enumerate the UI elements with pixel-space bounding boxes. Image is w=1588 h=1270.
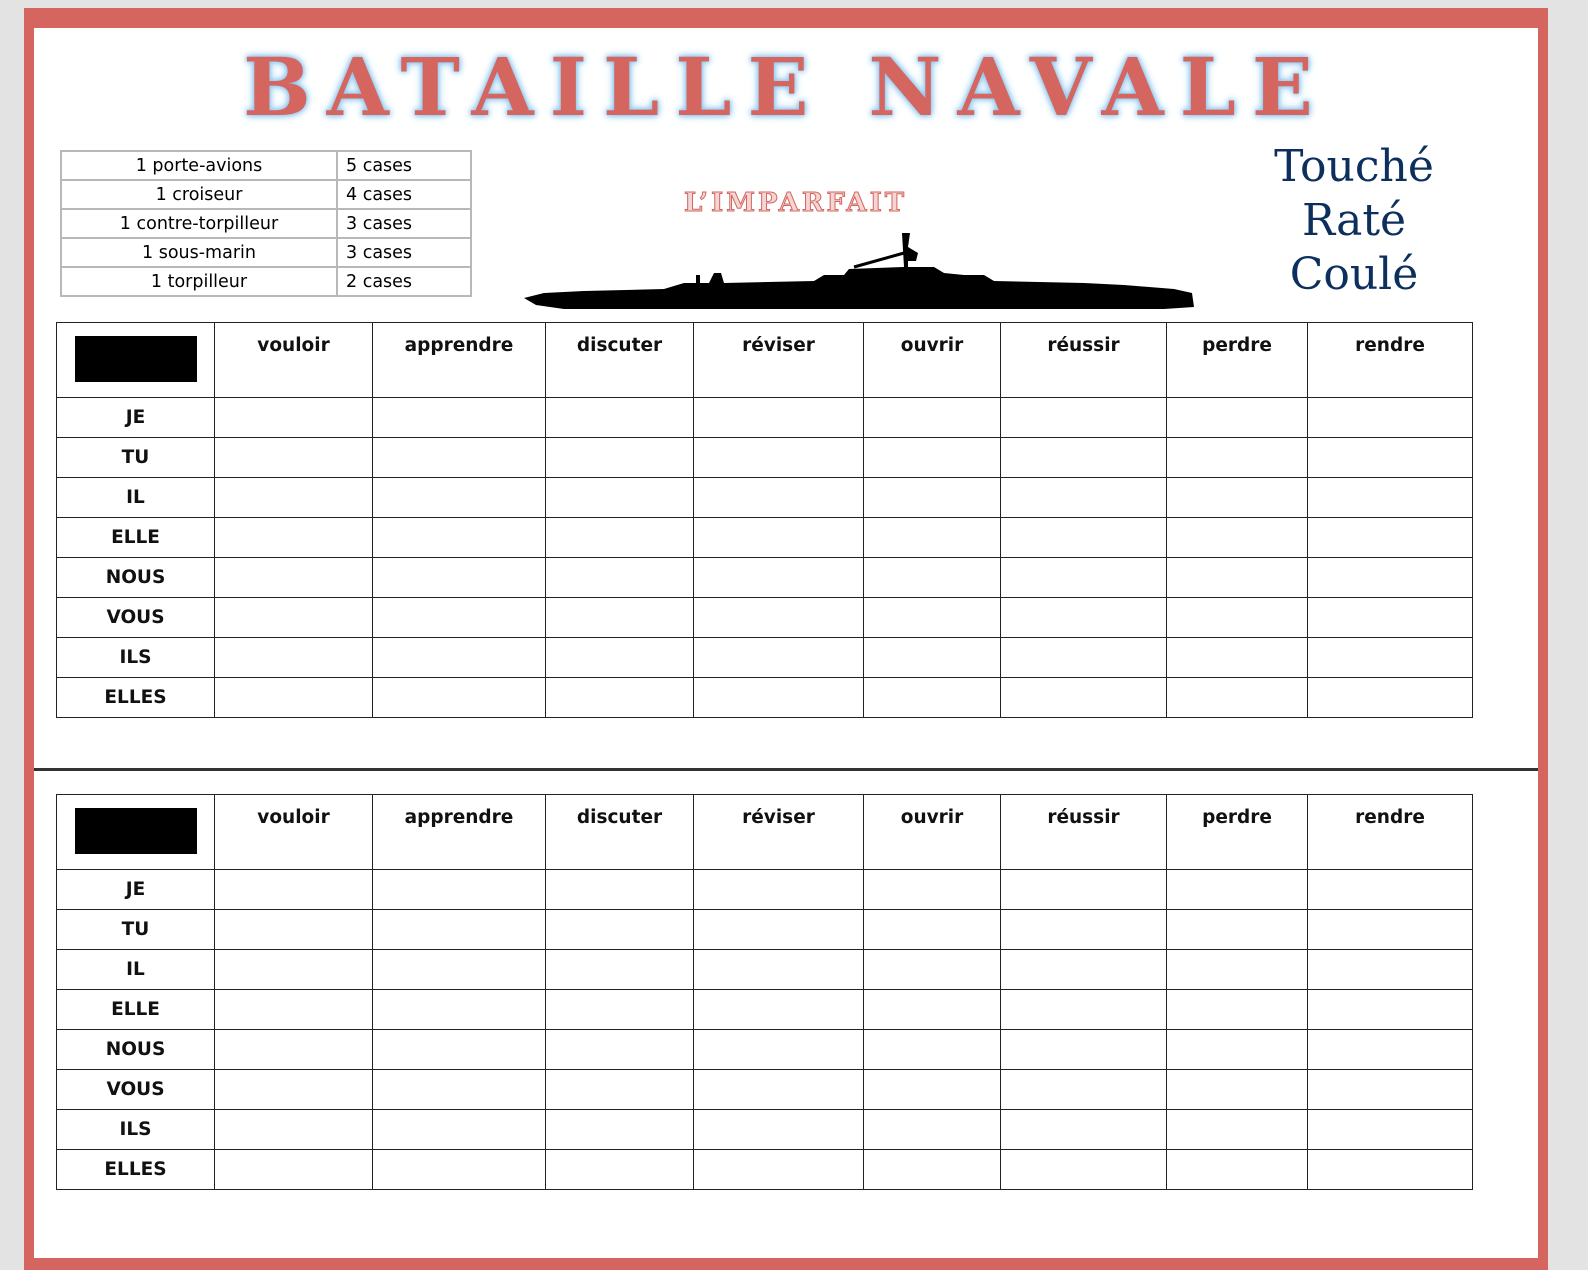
answer-cell[interactable] <box>546 518 694 558</box>
answer-cell[interactable] <box>1001 1110 1167 1150</box>
answer-cell[interactable] <box>546 1150 694 1190</box>
answer-cell[interactable] <box>1001 558 1167 598</box>
answer-cell[interactable] <box>373 990 546 1030</box>
answer-cell[interactable] <box>1167 1110 1308 1150</box>
answer-cell[interactable] <box>1167 950 1308 990</box>
answer-cell[interactable] <box>694 438 864 478</box>
answer-cell[interactable] <box>864 1110 1001 1150</box>
answer-cell[interactable] <box>1167 990 1308 1030</box>
verb-header: rendre <box>1308 323 1473 398</box>
pronoun-label: ELLE <box>57 990 215 1030</box>
answer-cell[interactable] <box>864 870 1001 910</box>
answer-cell[interactable] <box>1308 950 1473 990</box>
ship-row <box>61 151 471 180</box>
answer-cell[interactable] <box>1001 478 1167 518</box>
answer-cell[interactable] <box>546 1070 694 1110</box>
pronoun-row <box>57 558 1473 598</box>
answer-cell[interactable] <box>1308 870 1473 910</box>
answer-cell[interactable] <box>694 950 864 990</box>
verb-header: réussir <box>1001 795 1167 870</box>
answer-cell[interactable] <box>373 678 546 718</box>
answer-cell[interactable] <box>373 518 546 558</box>
answer-cell[interactable] <box>1001 678 1167 718</box>
answer-cell[interactable] <box>864 398 1001 438</box>
answer-cell[interactable] <box>373 558 546 598</box>
answer-cell[interactable] <box>694 1150 864 1190</box>
answer-cell[interactable] <box>864 558 1001 598</box>
verb-header: réussir <box>1001 323 1167 398</box>
pronoun-label: TU <box>57 438 215 478</box>
answer-cell[interactable] <box>373 950 546 990</box>
answer-cell[interactable] <box>1308 478 1473 518</box>
header-row <box>57 795 1473 870</box>
answer-cell[interactable] <box>1308 398 1473 438</box>
answer-cell[interactable] <box>1001 1030 1167 1070</box>
pronoun-row <box>57 678 1473 718</box>
answer-cell[interactable] <box>1001 1070 1167 1110</box>
subtitle-tense: L’IMPARFAIT <box>684 188 908 218</box>
answer-cell[interactable] <box>694 910 864 950</box>
answer-cell[interactable] <box>1001 950 1167 990</box>
answer-cell[interactable] <box>694 558 864 598</box>
verb-header: ouvrir <box>864 323 1001 398</box>
answer-cell[interactable] <box>546 598 694 638</box>
answer-cell[interactable] <box>1308 558 1473 598</box>
answer-cell[interactable] <box>373 638 546 678</box>
ship-name: 1 torpilleur <box>61 267 337 296</box>
answer-cell[interactable] <box>1001 598 1167 638</box>
verb-header: rendre <box>1308 795 1473 870</box>
answer-cell[interactable] <box>215 990 373 1030</box>
answer-cell[interactable] <box>1001 910 1167 950</box>
ship-size: 3 cases <box>337 238 471 267</box>
answer-cell[interactable] <box>546 398 694 438</box>
verb-header: apprendre <box>373 795 546 870</box>
answer-cell[interactable] <box>215 950 373 990</box>
ship-size: 3 cases <box>337 209 471 238</box>
conjugation-grid-2 <box>56 794 1473 1190</box>
answer-cell[interactable] <box>1167 1030 1308 1070</box>
answer-cell[interactable] <box>546 558 694 598</box>
pronoun-label: NOUS <box>57 558 215 598</box>
answer-cell[interactable] <box>373 910 546 950</box>
pronoun-label: JE <box>57 870 215 910</box>
pronoun-label: ILS <box>57 1110 215 1150</box>
answer-cell[interactable] <box>694 990 864 1030</box>
answer-cell[interactable] <box>373 1150 546 1190</box>
answer-cell[interactable] <box>215 1070 373 1110</box>
verb-header: vouloir <box>215 323 373 398</box>
answer-cell[interactable] <box>1167 870 1308 910</box>
page-divider <box>34 768 1538 771</box>
slogan-rate: Raté <box>1301 195 1407 246</box>
answer-cell[interactable] <box>1308 678 1473 718</box>
answer-cell[interactable] <box>1001 438 1167 478</box>
answer-cell[interactable] <box>1308 910 1473 950</box>
answer-cell[interactable] <box>694 398 864 438</box>
ship-name: 1 croiseur <box>61 180 337 209</box>
worksheet-border <box>24 8 1548 1270</box>
answer-cell[interactable] <box>215 398 373 438</box>
verb-header: discuter <box>546 323 694 398</box>
pronoun-label: NOUS <box>57 1030 215 1070</box>
answer-cell[interactable] <box>215 478 373 518</box>
answer-cell[interactable] <box>546 870 694 910</box>
ship-name: 1 contre-torpilleur <box>61 209 337 238</box>
answer-cell[interactable] <box>546 1110 694 1150</box>
pronoun-row <box>57 990 1473 1030</box>
answer-cell[interactable] <box>864 990 1001 1030</box>
answer-cell[interactable] <box>1001 870 1167 910</box>
answer-cell[interactable] <box>373 438 546 478</box>
pronoun-row <box>57 518 1473 558</box>
answer-cell[interactable] <box>864 1030 1001 1070</box>
answer-cell[interactable] <box>1167 1150 1308 1190</box>
verb-header: perdre <box>1167 795 1308 870</box>
answer-cell[interactable] <box>1167 478 1308 518</box>
ship-row <box>61 180 471 209</box>
answer-cell[interactable] <box>694 1070 864 1110</box>
answer-cell[interactable] <box>546 990 694 1030</box>
pronoun-label: IL <box>57 478 215 518</box>
verb-header: réviser <box>694 323 864 398</box>
answer-cell[interactable] <box>1308 1030 1473 1070</box>
answer-cell[interactable] <box>864 638 1001 678</box>
answer-cell[interactable] <box>546 638 694 678</box>
answer-cell[interactable] <box>694 1110 864 1150</box>
answer-cell[interactable] <box>694 478 864 518</box>
ship-name: 1 sous-marin <box>61 238 337 267</box>
answer-cell[interactable] <box>694 678 864 718</box>
answer-cell[interactable] <box>694 518 864 558</box>
verb-header: perdre <box>1167 323 1308 398</box>
answer-cell[interactable] <box>373 1030 546 1070</box>
answer-cell[interactable] <box>864 1150 1001 1190</box>
answer-cell[interactable] <box>864 518 1001 558</box>
verb-header: vouloir <box>215 795 373 870</box>
slogan <box>1229 140 1479 302</box>
answer-cell[interactable] <box>215 638 373 678</box>
pronoun-label: JE <box>57 398 215 438</box>
pronoun-label: ELLE <box>57 518 215 558</box>
conjugation-grid-1 <box>56 322 1473 718</box>
pronoun-label: VOUS <box>57 598 215 638</box>
pronoun-row <box>57 478 1473 518</box>
corner-cell <box>57 323 215 398</box>
answer-cell[interactable] <box>1308 1110 1473 1150</box>
warship-silhouette-icon <box>524 233 1194 313</box>
ship-row <box>61 209 471 238</box>
answer-cell[interactable] <box>215 438 373 478</box>
answer-cell[interactable] <box>215 558 373 598</box>
answer-cell[interactable] <box>373 478 546 518</box>
answer-cell[interactable] <box>1167 1070 1308 1110</box>
pronoun-row <box>57 398 1473 438</box>
answer-cell[interactable] <box>546 950 694 990</box>
answer-cell[interactable] <box>1167 438 1308 478</box>
answer-cell[interactable] <box>215 1030 373 1070</box>
answer-cell[interactable] <box>373 870 546 910</box>
answer-cell[interactable] <box>546 438 694 478</box>
answer-cell[interactable] <box>1167 598 1308 638</box>
verb-header: discuter <box>546 795 694 870</box>
answer-cell[interactable] <box>546 478 694 518</box>
ship-size: 5 cases <box>337 151 471 180</box>
verb-header: ouvrir <box>864 795 1001 870</box>
pronoun-row <box>57 1070 1473 1110</box>
pronoun-row <box>57 870 1473 910</box>
pronoun-row <box>57 1030 1473 1070</box>
answer-cell[interactable] <box>215 910 373 950</box>
answer-cell[interactable] <box>1308 518 1473 558</box>
answer-cell[interactable] <box>1001 518 1167 558</box>
answer-cell[interactable] <box>864 598 1001 638</box>
answer-cell[interactable] <box>1001 398 1167 438</box>
answer-cell[interactable] <box>1308 1150 1473 1190</box>
pronoun-row <box>57 950 1473 990</box>
answer-cell[interactable] <box>1001 1150 1167 1190</box>
header-row <box>57 323 1473 398</box>
answer-cell[interactable] <box>1167 678 1308 718</box>
ships-table <box>60 150 472 297</box>
answer-cell[interactable] <box>694 638 864 678</box>
answer-cell[interactable] <box>864 478 1001 518</box>
answer-cell[interactable] <box>1001 990 1167 1030</box>
pronoun-row <box>57 638 1473 678</box>
answer-cell[interactable] <box>215 598 373 638</box>
pronoun-label: IL <box>57 950 215 990</box>
answer-cell[interactable] <box>1308 1070 1473 1110</box>
redacted-box <box>75 808 197 854</box>
slogan-touche: Touché <box>1274 141 1434 192</box>
answer-cell[interactable] <box>215 870 373 910</box>
slogan-coule: Coulé <box>1289 249 1419 300</box>
answer-cell[interactable] <box>694 870 864 910</box>
verb-header: réviser <box>694 795 864 870</box>
pronoun-row <box>57 598 1473 638</box>
answer-cell[interactable] <box>373 1070 546 1110</box>
ship-row <box>61 267 471 296</box>
answer-cell[interactable] <box>373 398 546 438</box>
answer-cell[interactable] <box>864 678 1001 718</box>
answer-cell[interactable] <box>1167 398 1308 438</box>
answer-cell[interactable] <box>1167 638 1308 678</box>
answer-cell[interactable] <box>546 1030 694 1070</box>
answer-cell[interactable] <box>215 518 373 558</box>
answer-cell[interactable] <box>864 1070 1001 1110</box>
answer-cell[interactable] <box>694 1030 864 1070</box>
ship-size: 4 cases <box>337 180 471 209</box>
answer-cell[interactable] <box>694 598 864 638</box>
pronoun-row <box>57 1150 1473 1190</box>
answer-cell[interactable] <box>373 598 546 638</box>
pronoun-row <box>57 910 1473 950</box>
answer-cell[interactable] <box>215 1150 373 1190</box>
answer-cell[interactable] <box>1308 638 1473 678</box>
answer-cell[interactable] <box>1308 598 1473 638</box>
worksheet-page <box>34 28 1538 1258</box>
answer-cell[interactable] <box>1167 910 1308 950</box>
pronoun-row <box>57 438 1473 478</box>
answer-cell[interactable] <box>864 910 1001 950</box>
answer-cell[interactable] <box>864 438 1001 478</box>
pronoun-label: ILS <box>57 638 215 678</box>
answer-cell[interactable] <box>546 678 694 718</box>
answer-cell[interactable] <box>1308 438 1473 478</box>
answer-cell[interactable] <box>373 1110 546 1150</box>
pronoun-label: VOUS <box>57 1070 215 1110</box>
pronoun-row <box>57 1110 1473 1150</box>
ship-row <box>61 238 471 267</box>
ship-name: 1 porte-avions <box>61 151 337 180</box>
answer-cell[interactable] <box>1167 518 1308 558</box>
pronoun-label: ELLES <box>57 678 215 718</box>
ship-size: 2 cases <box>337 267 471 296</box>
answer-cell[interactable] <box>864 950 1001 990</box>
answer-cell[interactable] <box>546 910 694 950</box>
answer-cell[interactable] <box>215 678 373 718</box>
pronoun-label: ELLES <box>57 1150 215 1190</box>
page-title: BATAILLE NAVALE <box>243 40 1329 134</box>
answer-cell[interactable] <box>1308 990 1473 1030</box>
answer-cell[interactable] <box>1167 558 1308 598</box>
pronoun-label: TU <box>57 910 215 950</box>
answer-cell[interactable] <box>1001 638 1167 678</box>
redacted-box <box>75 336 197 382</box>
answer-cell[interactable] <box>215 1110 373 1150</box>
corner-cell <box>57 795 215 870</box>
verb-header: apprendre <box>373 323 546 398</box>
